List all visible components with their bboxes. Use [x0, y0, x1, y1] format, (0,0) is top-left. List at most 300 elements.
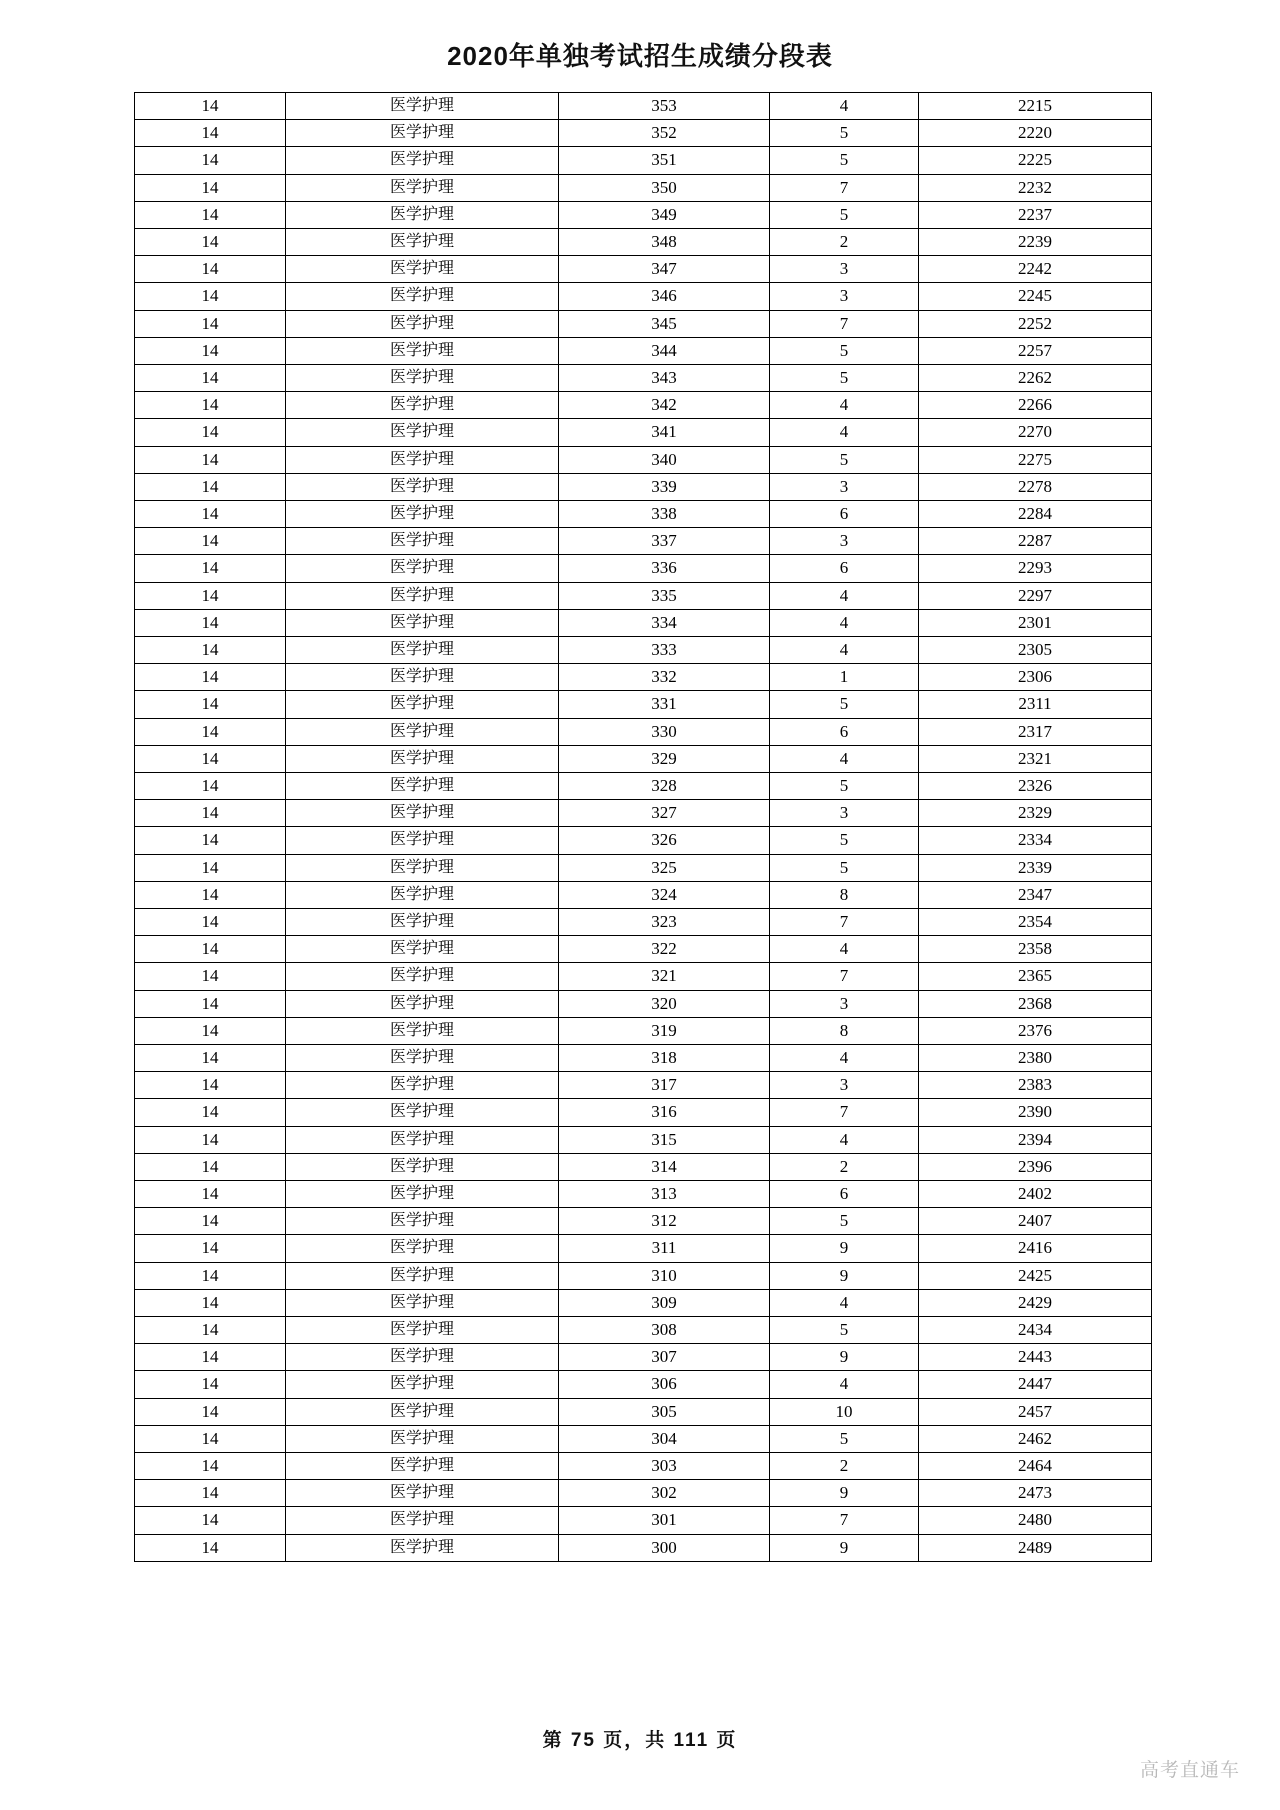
score-table-body: [135, 92, 1152, 1561]
table-row: [135, 446, 1152, 473]
score-cell: 303: [559, 1453, 770, 1480]
table-row: [135, 908, 1152, 935]
category-code-cell: 14: [135, 881, 286, 908]
score-distribution-table: [134, 92, 1152, 1562]
score-cell: 324: [559, 881, 770, 908]
major-name-cell: 医学护理: [286, 500, 559, 527]
score-cell: 353: [559, 92, 770, 119]
count-cell: 4: [770, 636, 919, 663]
count-cell: 5: [770, 1317, 919, 1344]
score-cell: 317: [559, 1072, 770, 1099]
category-code-cell: 14: [135, 256, 286, 283]
count-cell: 5: [770, 691, 919, 718]
score-cell: 346: [559, 283, 770, 310]
table-row: [135, 1534, 1152, 1561]
major-name-cell: 医学护理: [286, 636, 559, 663]
score-table-container: [134, 92, 1146, 1562]
score-cell: 351: [559, 147, 770, 174]
table-row: [135, 718, 1152, 745]
cumulative-cell: 2347: [919, 881, 1152, 908]
score-cell: 302: [559, 1480, 770, 1507]
count-cell: 9: [770, 1534, 919, 1561]
table-row: [135, 555, 1152, 582]
category-code-cell: 14: [135, 1153, 286, 1180]
table-row: [135, 1344, 1152, 1371]
table-row: [135, 228, 1152, 255]
table-row: [135, 800, 1152, 827]
count-cell: 2: [770, 228, 919, 255]
score-cell: 345: [559, 310, 770, 337]
major-name-cell: 医学护理: [286, 1153, 559, 1180]
cumulative-cell: 2232: [919, 174, 1152, 201]
count-cell: 6: [770, 555, 919, 582]
count-cell: 2: [770, 1453, 919, 1480]
category-code-cell: 14: [135, 1507, 286, 1534]
table-row: [135, 1398, 1152, 1425]
table-row: [135, 691, 1152, 718]
cumulative-cell: 2368: [919, 990, 1152, 1017]
table-row: [135, 1099, 1152, 1126]
category-code-cell: 14: [135, 827, 286, 854]
category-code-cell: 14: [135, 283, 286, 310]
major-name-cell: 医学护理: [286, 963, 559, 990]
count-cell: 8: [770, 1017, 919, 1044]
score-cell: 339: [559, 473, 770, 500]
major-name-cell: 医学护理: [286, 1480, 559, 1507]
category-code-cell: 14: [135, 174, 286, 201]
category-code-cell: 14: [135, 1045, 286, 1072]
score-cell: 350: [559, 174, 770, 201]
count-cell: 4: [770, 1371, 919, 1398]
cumulative-cell: 2270: [919, 419, 1152, 446]
watermark-label: 高考直通车: [1139, 1760, 1240, 1781]
category-code-cell: 14: [135, 800, 286, 827]
table-row: [135, 528, 1152, 555]
category-code-cell: 14: [135, 636, 286, 663]
category-code-cell: 14: [135, 1317, 286, 1344]
major-name-cell: 医学护理: [286, 201, 559, 228]
score-cell: 332: [559, 664, 770, 691]
cumulative-cell: 2383: [919, 1072, 1152, 1099]
cumulative-cell: 2429: [919, 1289, 1152, 1316]
count-cell: 5: [770, 147, 919, 174]
cumulative-cell: 2297: [919, 582, 1152, 609]
score-cell: 305: [559, 1398, 770, 1425]
score-cell: 334: [559, 609, 770, 636]
category-code-cell: 14: [135, 745, 286, 772]
score-cell: 341: [559, 419, 770, 446]
cumulative-cell: 2311: [919, 691, 1152, 718]
cumulative-cell: 2443: [919, 1344, 1152, 1371]
cumulative-cell: 2245: [919, 283, 1152, 310]
major-name-cell: 医学护理: [286, 582, 559, 609]
table-row: [135, 1317, 1152, 1344]
major-name-cell: 医学护理: [286, 745, 559, 772]
count-cell: 2: [770, 1153, 919, 1180]
cumulative-cell: 2326: [919, 772, 1152, 799]
count-cell: 5: [770, 446, 919, 473]
category-code-cell: 14: [135, 691, 286, 718]
table-row: [135, 1235, 1152, 1262]
category-code-cell: 14: [135, 936, 286, 963]
major-name-cell: 医学护理: [286, 528, 559, 555]
score-cell: 336: [559, 555, 770, 582]
cumulative-cell: 2334: [919, 827, 1152, 854]
cumulative-cell: 2489: [919, 1534, 1152, 1561]
table-row: [135, 201, 1152, 228]
score-cell: 301: [559, 1507, 770, 1534]
major-name-cell: 医学护理: [286, 473, 559, 500]
category-code-cell: 14: [135, 908, 286, 935]
table-row: [135, 1017, 1152, 1044]
score-cell: 318: [559, 1045, 770, 1072]
category-code-cell: 14: [135, 419, 286, 446]
count-cell: 9: [770, 1344, 919, 1371]
page-title: 2020年单独考试招生成绩分段表: [447, 41, 833, 71]
cumulative-cell: 2242: [919, 256, 1152, 283]
count-cell: 5: [770, 364, 919, 391]
cumulative-cell: 2396: [919, 1153, 1152, 1180]
category-code-cell: 14: [135, 310, 286, 337]
cumulative-cell: 2434: [919, 1317, 1152, 1344]
category-code-cell: 14: [135, 854, 286, 881]
category-code-cell: 14: [135, 1371, 286, 1398]
table-row: [135, 500, 1152, 527]
cumulative-cell: 2266: [919, 392, 1152, 419]
cumulative-cell: 2287: [919, 528, 1152, 555]
count-cell: 3: [770, 800, 919, 827]
table-row: [135, 1289, 1152, 1316]
table-row: [135, 1425, 1152, 1452]
count-cell: 5: [770, 772, 919, 799]
table-row: [135, 283, 1152, 310]
score-cell: 307: [559, 1344, 770, 1371]
major-name-cell: 医学护理: [286, 664, 559, 691]
cumulative-cell: 2473: [919, 1480, 1152, 1507]
major-name-cell: 医学护理: [286, 1371, 559, 1398]
table-row: [135, 310, 1152, 337]
category-code-cell: 14: [135, 392, 286, 419]
major-name-cell: 医学护理: [286, 827, 559, 854]
count-cell: 9: [770, 1262, 919, 1289]
cumulative-cell: 2329: [919, 800, 1152, 827]
category-code-cell: 14: [135, 473, 286, 500]
table-row: [135, 92, 1152, 119]
category-code-cell: 14: [135, 120, 286, 147]
score-cell: 308: [559, 1317, 770, 1344]
category-code-cell: 14: [135, 990, 286, 1017]
cumulative-cell: 2306: [919, 664, 1152, 691]
table-row: [135, 1453, 1152, 1480]
count-cell: 5: [770, 854, 919, 881]
cumulative-cell: 2354: [919, 908, 1152, 935]
major-name-cell: 医学护理: [286, 1126, 559, 1153]
cumulative-cell: 2220: [919, 120, 1152, 147]
count-cell: 5: [770, 1208, 919, 1235]
cumulative-cell: 2257: [919, 337, 1152, 364]
count-cell: 3: [770, 990, 919, 1017]
cumulative-cell: 2416: [919, 1235, 1152, 1262]
score-cell: 348: [559, 228, 770, 255]
category-code-cell: 14: [135, 1398, 286, 1425]
count-cell: 4: [770, 609, 919, 636]
major-name-cell: 医学护理: [286, 854, 559, 881]
table-row: [135, 147, 1152, 174]
table-row: [135, 990, 1152, 1017]
cumulative-cell: 2225: [919, 147, 1152, 174]
table-row: [135, 1262, 1152, 1289]
table-row: [135, 256, 1152, 283]
score-cell: 320: [559, 990, 770, 1017]
score-cell: 312: [559, 1208, 770, 1235]
score-cell: 314: [559, 1153, 770, 1180]
score-cell: 328: [559, 772, 770, 799]
count-cell: 4: [770, 1126, 919, 1153]
category-code-cell: 14: [135, 1208, 286, 1235]
count-cell: 9: [770, 1480, 919, 1507]
category-code-cell: 14: [135, 772, 286, 799]
count-cell: 3: [770, 1072, 919, 1099]
count-cell: 4: [770, 392, 919, 419]
count-cell: 6: [770, 718, 919, 745]
major-name-cell: 医学护理: [286, 337, 559, 364]
count-cell: 1: [770, 664, 919, 691]
table-row: [135, 609, 1152, 636]
cumulative-cell: 2457: [919, 1398, 1152, 1425]
score-cell: 304: [559, 1425, 770, 1452]
count-cell: 4: [770, 92, 919, 119]
score-cell: 331: [559, 691, 770, 718]
score-cell: 306: [559, 1371, 770, 1398]
table-row: [135, 120, 1152, 147]
cumulative-cell: 2284: [919, 500, 1152, 527]
major-name-cell: 医学护理: [286, 92, 559, 119]
table-row: [135, 1153, 1152, 1180]
cumulative-cell: 2262: [919, 364, 1152, 391]
score-cell: 309: [559, 1289, 770, 1316]
score-cell: 343: [559, 364, 770, 391]
table-row: [135, 827, 1152, 854]
table-row: [135, 1371, 1152, 1398]
cumulative-cell: 2293: [919, 555, 1152, 582]
score-cell: 322: [559, 936, 770, 963]
category-code-cell: 14: [135, 500, 286, 527]
major-name-cell: 医学护理: [286, 800, 559, 827]
score-cell: 325: [559, 854, 770, 881]
category-code-cell: 14: [135, 337, 286, 364]
category-code-cell: 14: [135, 1262, 286, 1289]
major-name-cell: 医学护理: [286, 1398, 559, 1425]
score-cell: 344: [559, 337, 770, 364]
major-name-cell: 医学护理: [286, 936, 559, 963]
category-code-cell: 14: [135, 1534, 286, 1561]
score-cell: 319: [559, 1017, 770, 1044]
score-cell: 333: [559, 636, 770, 663]
score-cell: 310: [559, 1262, 770, 1289]
score-cell: 311: [559, 1235, 770, 1262]
major-name-cell: 医学护理: [286, 1045, 559, 1072]
count-cell: 8: [770, 881, 919, 908]
category-code-cell: 14: [135, 228, 286, 255]
major-name-cell: 医学护理: [286, 908, 559, 935]
major-name-cell: 医学护理: [286, 392, 559, 419]
category-code-cell: 14: [135, 1181, 286, 1208]
category-code-cell: 14: [135, 1425, 286, 1452]
category-code-cell: 14: [135, 147, 286, 174]
score-cell: 347: [559, 256, 770, 283]
category-code-cell: 14: [135, 664, 286, 691]
category-code-cell: 14: [135, 963, 286, 990]
category-code-cell: 14: [135, 1072, 286, 1099]
category-code-cell: 14: [135, 528, 286, 555]
major-name-cell: 医学护理: [286, 120, 559, 147]
count-cell: 4: [770, 1045, 919, 1072]
cumulative-cell: 2215: [919, 92, 1152, 119]
cumulative-cell: 2278: [919, 473, 1152, 500]
cumulative-cell: 2275: [919, 446, 1152, 473]
major-name-cell: 医学护理: [286, 772, 559, 799]
cumulative-cell: 2358: [919, 936, 1152, 963]
page-number-footer: 第 75 页，共 111 页: [542, 1730, 738, 1751]
score-cell: 316: [559, 1099, 770, 1126]
score-cell: 315: [559, 1126, 770, 1153]
table-row: [135, 174, 1152, 201]
count-cell: 7: [770, 1507, 919, 1534]
score-cell: 337: [559, 528, 770, 555]
count-cell: 5: [770, 201, 919, 228]
table-row: [135, 745, 1152, 772]
cumulative-cell: 2237: [919, 201, 1152, 228]
category-code-cell: 14: [135, 582, 286, 609]
count-cell: 3: [770, 473, 919, 500]
category-code-cell: 14: [135, 1017, 286, 1044]
table-row: [135, 1480, 1152, 1507]
category-code-cell: 14: [135, 92, 286, 119]
count-cell: 4: [770, 582, 919, 609]
score-cell: 330: [559, 718, 770, 745]
major-name-cell: 医学护理: [286, 691, 559, 718]
major-name-cell: 医学护理: [286, 1181, 559, 1208]
table-row: [135, 1072, 1152, 1099]
major-name-cell: 医学护理: [286, 1507, 559, 1534]
table-row: [135, 1181, 1152, 1208]
count-cell: 7: [770, 908, 919, 935]
cumulative-cell: 2462: [919, 1425, 1152, 1452]
count-cell: 7: [770, 310, 919, 337]
major-name-cell: 医学护理: [286, 1235, 559, 1262]
score-cell: 338: [559, 500, 770, 527]
category-code-cell: 14: [135, 201, 286, 228]
cumulative-cell: 2305: [919, 636, 1152, 663]
cumulative-cell: 2447: [919, 1371, 1152, 1398]
major-name-cell: 医学护理: [286, 228, 559, 255]
score-cell: 349: [559, 201, 770, 228]
cumulative-cell: 2252: [919, 310, 1152, 337]
category-code-cell: 14: [135, 1099, 286, 1126]
count-cell: 7: [770, 963, 919, 990]
table-row: [135, 881, 1152, 908]
cumulative-cell: 2394: [919, 1126, 1152, 1153]
cumulative-cell: 2380: [919, 1045, 1152, 1072]
category-code-cell: 14: [135, 364, 286, 391]
count-cell: 3: [770, 256, 919, 283]
table-row: [135, 936, 1152, 963]
count-cell: 7: [770, 1099, 919, 1126]
major-name-cell: 医学护理: [286, 446, 559, 473]
table-row: [135, 1126, 1152, 1153]
score-cell: 335: [559, 582, 770, 609]
table-row: [135, 636, 1152, 663]
major-name-cell: 医学护理: [286, 1262, 559, 1289]
count-cell: 4: [770, 936, 919, 963]
score-cell: 300: [559, 1534, 770, 1561]
major-name-cell: 医学护理: [286, 1099, 559, 1126]
major-name-cell: 医学护理: [286, 990, 559, 1017]
cumulative-cell: 2365: [919, 963, 1152, 990]
count-cell: 10: [770, 1398, 919, 1425]
major-name-cell: 医学护理: [286, 174, 559, 201]
count-cell: 3: [770, 283, 919, 310]
score-cell: 326: [559, 827, 770, 854]
table-row: [135, 963, 1152, 990]
table-row: [135, 1507, 1152, 1534]
major-name-cell: 医学护理: [286, 555, 559, 582]
category-code-cell: 14: [135, 1453, 286, 1480]
table-row: [135, 854, 1152, 881]
count-cell: 3: [770, 528, 919, 555]
table-row: [135, 419, 1152, 446]
category-code-cell: 14: [135, 1126, 286, 1153]
category-code-cell: 14: [135, 1344, 286, 1371]
score-cell: 342: [559, 392, 770, 419]
table-row: [135, 392, 1152, 419]
count-cell: 6: [770, 500, 919, 527]
major-name-cell: 医学护理: [286, 256, 559, 283]
category-code-cell: 14: [135, 718, 286, 745]
category-code-cell: 14: [135, 1235, 286, 1262]
score-cell: 323: [559, 908, 770, 935]
table-row: [135, 582, 1152, 609]
category-code-cell: 14: [135, 1480, 286, 1507]
count-cell: 5: [770, 120, 919, 147]
cumulative-cell: 2321: [919, 745, 1152, 772]
table-row: [135, 1208, 1152, 1235]
category-code-cell: 14: [135, 609, 286, 636]
major-name-cell: 医学护理: [286, 881, 559, 908]
count-cell: 4: [770, 419, 919, 446]
cumulative-cell: 2407: [919, 1208, 1152, 1235]
major-name-cell: 医学护理: [286, 1017, 559, 1044]
cumulative-cell: 2464: [919, 1453, 1152, 1480]
table-row: [135, 1045, 1152, 1072]
table-row: [135, 664, 1152, 691]
score-cell: 329: [559, 745, 770, 772]
category-code-cell: 14: [135, 1289, 286, 1316]
major-name-cell: 医学护理: [286, 1453, 559, 1480]
major-name-cell: 医学护理: [286, 1344, 559, 1371]
major-name-cell: 医学护理: [286, 1534, 559, 1561]
count-cell: 4: [770, 745, 919, 772]
count-cell: 9: [770, 1235, 919, 1262]
cumulative-cell: 2339: [919, 854, 1152, 881]
major-name-cell: 医学护理: [286, 1072, 559, 1099]
table-row: [135, 473, 1152, 500]
score-cell: 313: [559, 1181, 770, 1208]
major-name-cell: 医学护理: [286, 718, 559, 745]
table-row: [135, 364, 1152, 391]
cumulative-cell: 2480: [919, 1507, 1152, 1534]
table-row: [135, 772, 1152, 799]
